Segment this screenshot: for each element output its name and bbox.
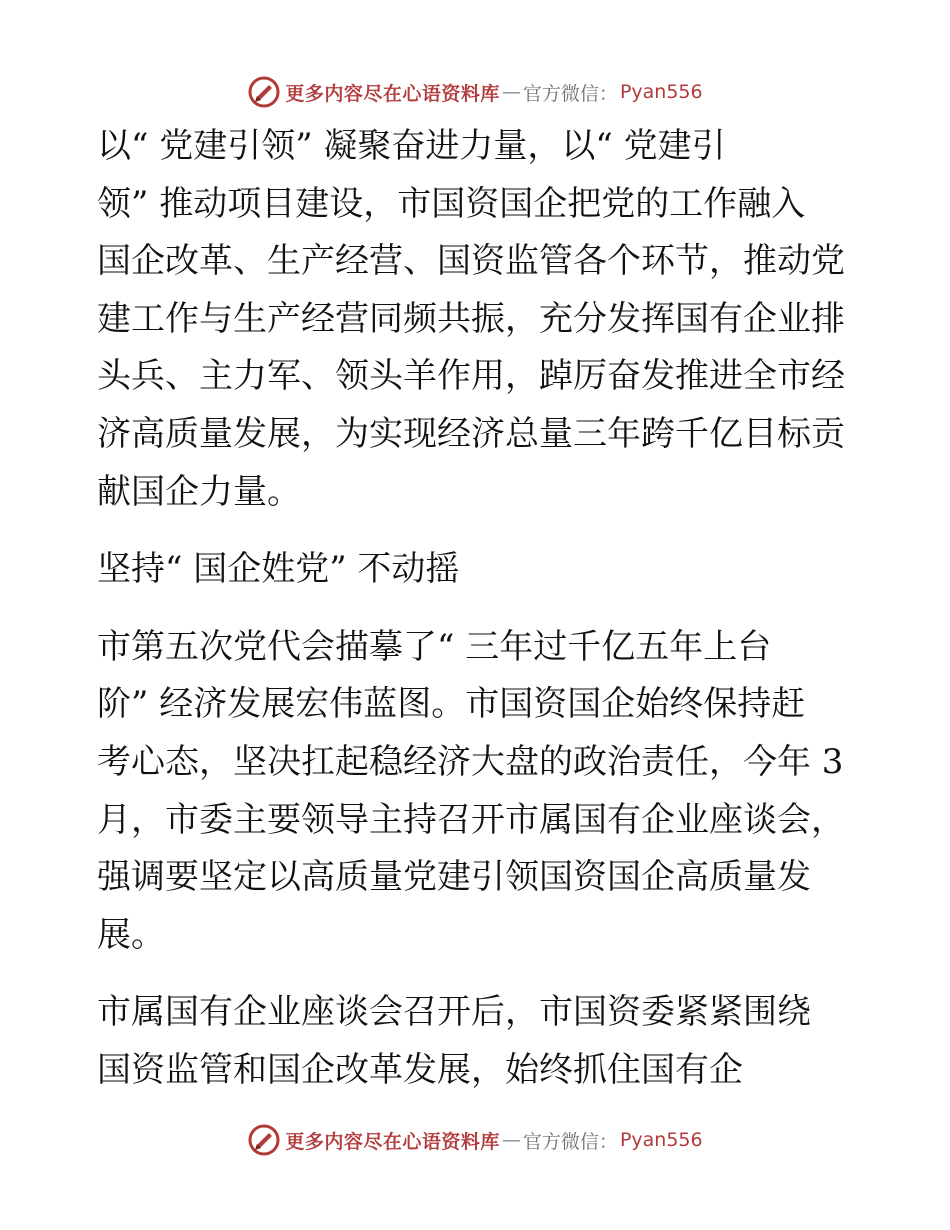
heading-text: 坚持“ 国企姓党” 不动摇: [97, 549, 460, 590]
text-line: 头兵、主力军、领头羊作用，踔厉奋发推进全市经: [97, 356, 845, 397]
watermark-wechat-id: Pyan556: [619, 1129, 703, 1151]
text-line: 市第五次党代会描摹了“ 三年过千亿五年上台: [97, 626, 772, 667]
text-line: 建工作与生产经营同频共振，充分发挥国有企业排: [97, 298, 845, 339]
section-heading: [97, 541, 857, 599]
text-line: 阶” 经济发展宏伟蓝图。市国资国企始终保持赶: [97, 684, 806, 725]
text-line: 领” 推动项目建设，市国资国企把党的工作融入: [97, 183, 806, 224]
watermark-separator: —: [501, 81, 521, 103]
watermark-text: 更多内容尽在心语资料库: [285, 82, 500, 105]
paragraph-1: [97, 118, 857, 521]
header-watermark: [0, 70, 950, 114]
text-line: 济高质量发展，为实现经济总量三年跨千亿目标贡: [97, 413, 845, 454]
text-line: 考心态，坚决扛起稳经济大盘的政治责任，今年 3: [97, 741, 844, 782]
watermark-official: 官方微信：: [522, 82, 618, 105]
text-line: 以“ 党建引领” 凝聚奋进力量，以“ 党建引: [97, 126, 726, 166]
doc-pen-logo-icon: [247, 75, 281, 109]
footer-watermark: [0, 1118, 950, 1162]
watermark-separator: —: [501, 1129, 521, 1151]
text-line: 展。: [97, 914, 165, 955]
paragraph-3: [97, 984, 857, 1099]
document-body: [97, 118, 857, 1100]
paragraph-2: [97, 619, 857, 965]
text-line: 月，市委主要领导主持召开市属国有企业座谈会，: [97, 799, 845, 840]
watermark-text: 更多内容尽在心语资料库: [285, 1130, 500, 1153]
text-line: 国资监管和国企改革发展，始终抓住国有企: [97, 1049, 743, 1090]
text-line: 强调要坚定以高质量党建引领国资国企高质量发: [97, 857, 811, 898]
doc-pen-logo-icon: [247, 1123, 281, 1157]
watermark-wechat-id: Pyan556: [619, 81, 703, 103]
text-line: 市属国有企业座谈会召开后，市国资委紧紧围绕: [97, 992, 811, 1033]
watermark-official: 官方微信：: [522, 1130, 618, 1153]
text-line: 献国企力量。: [97, 471, 301, 512]
text-line: 国企改革、生产经营、国资监管各个环节，推动党: [97, 241, 845, 282]
